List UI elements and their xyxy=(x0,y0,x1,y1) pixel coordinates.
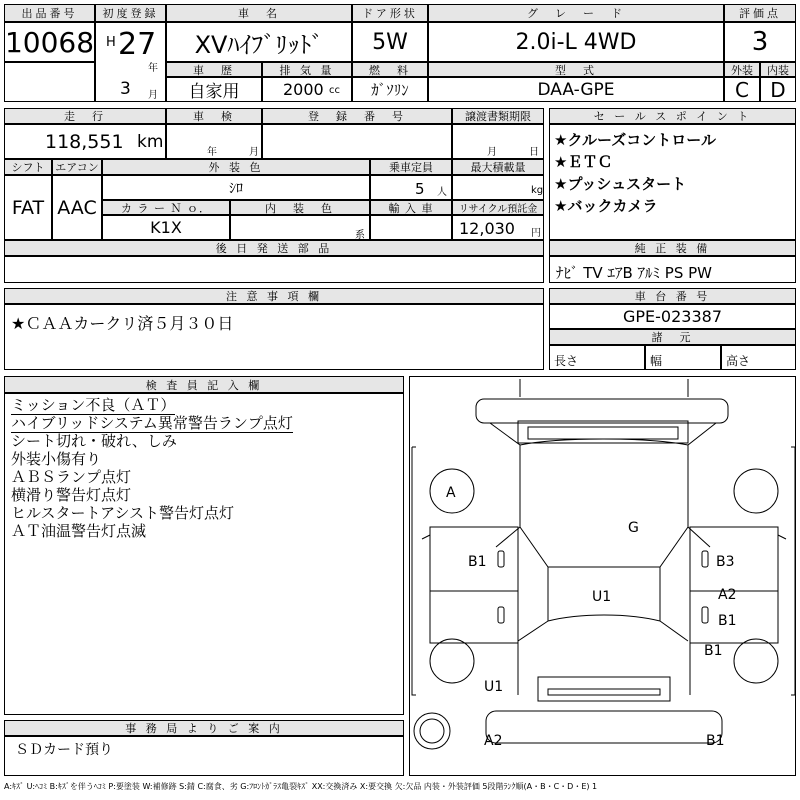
month-unit: 月 xyxy=(148,90,158,101)
recycle-unit: 円 xyxy=(531,228,541,239)
car-name-label: 車 名 xyxy=(166,4,352,22)
inspection-cell xyxy=(166,124,262,159)
width-cell: 幅 xyxy=(645,345,721,370)
recycle-cell xyxy=(452,215,544,240)
model-label: 型 式 xyxy=(428,62,724,77)
sales-point: ★バックカメラ xyxy=(554,197,658,215)
transfer-day-unit: 日 xyxy=(529,147,539,158)
inspector-notes xyxy=(4,393,404,715)
interior-color-label: 内 装 色 xyxy=(230,200,370,215)
model: DAA-GPE xyxy=(428,77,724,102)
damage-mark: B1 xyxy=(718,613,737,629)
era: H xyxy=(106,35,116,50)
damage-diagram xyxy=(409,376,796,776)
damage-mark: A xyxy=(446,485,456,501)
damage-mark: B1 xyxy=(704,643,723,659)
damage-mark: B3 xyxy=(716,554,735,570)
history-label: 車 歴 xyxy=(166,62,262,77)
mileage: 118,551 xyxy=(45,131,124,153)
inspector-line: ＡＢＳランプ点灯 xyxy=(11,468,132,486)
office-note: ＳＤカード預り xyxy=(4,736,404,776)
damage-mark: U1 xyxy=(484,679,504,695)
ac-label: エアコン xyxy=(52,159,102,175)
reg-label: 初度登録 xyxy=(95,4,166,22)
inspection-year-unit: 年 xyxy=(207,147,217,158)
load-label: 最大積載量 xyxy=(452,159,544,175)
history: 自家用 xyxy=(166,77,262,102)
height-cell: 高さ xyxy=(721,345,796,370)
fuel: ｶﾞｿﾘﾝ xyxy=(352,77,428,102)
recycle-fee: 12,030 xyxy=(459,219,515,238)
damage-mark: U1 xyxy=(592,589,612,605)
damage-mark: B1 xyxy=(468,554,487,570)
sales-points-label: セ ー ル ス ポ イ ン ト xyxy=(549,108,796,124)
body-color: ｼﾛ xyxy=(102,175,370,200)
equipment-label: 純 正 装 備 xyxy=(549,240,796,256)
mileage-cell xyxy=(4,124,166,159)
inspector-line: ＡＴ油温警告灯点滅 xyxy=(11,522,147,540)
interior-color-cell xyxy=(230,215,370,240)
reg-year: 27 xyxy=(118,27,157,62)
year-unit: 年 xyxy=(148,63,158,74)
sales-point: ★クルーズコントロール xyxy=(554,131,716,149)
inspection-label: 車 検 xyxy=(166,108,262,124)
capacity-label: 乗車定員 xyxy=(370,159,452,175)
inspector-line: 外装小傷有り xyxy=(11,450,102,468)
damage-mark: A2 xyxy=(718,587,737,603)
shift: FAT xyxy=(4,175,52,240)
sales-points-cell xyxy=(549,124,796,240)
color-label: 外 装 色 xyxy=(102,159,370,175)
damage-mark: B1 xyxy=(706,733,725,749)
capacity-cell xyxy=(370,175,452,200)
air-conditioner: AAC xyxy=(52,175,102,240)
lot-blank-cell xyxy=(4,62,95,102)
later-parts-cell xyxy=(4,256,544,283)
inspector-line: ヒルスタートアシスト警告灯点灯 xyxy=(11,504,235,522)
recycle-label: リサイクル預託金 xyxy=(452,200,544,215)
fuel-label: 燃 料 xyxy=(352,62,428,77)
inspector-label: 検 査 員 記 入 欄 xyxy=(4,376,404,393)
office-label: 事 務 局 よ り ご 案 内 xyxy=(4,720,404,736)
chassis-label: 車 台 番 号 xyxy=(549,288,796,304)
equipment: ﾅﾋﾞ TV ｴｱB ｱﾙﾐ PS PW xyxy=(549,256,796,283)
interior-color-unit: 系 xyxy=(355,230,365,240)
colorno-label: カ ラ ー Ｎ ｏ． xyxy=(102,200,230,215)
transfer-label: 譲渡書類期限 xyxy=(452,108,544,124)
interior-label: 内装 xyxy=(760,62,796,77)
exterior-label: 外装 xyxy=(724,62,760,77)
damage-mark: A2 xyxy=(484,733,503,749)
legend: A:ｷｽﾞ U:ﾍｺﾐ B:ｷｽﾞを伴うﾍｺﾐ P:要塗装 W:補修跡 S:錆 C:腐食、劣 G:ﾌﾛﾝﾄｶﾞﾗｽ亀裂ｷｽﾞ XX:交換済み X:要交換 欠:欠品 内装・外装評価 5段階ﾗﾝｸ順(A・B・C・D・E) 1 xyxy=(4,782,598,791)
damage-mark: G xyxy=(628,520,639,536)
dims-label: 諸 元 xyxy=(549,329,796,345)
chassis-number: GPE-023387 xyxy=(549,304,796,329)
inspection-month-unit: 月 xyxy=(249,147,259,158)
interior-grade: D xyxy=(760,77,796,102)
plate-label: 登 録 番 号 xyxy=(262,108,452,124)
shift-label: シフト xyxy=(4,159,52,175)
length-cell: 長さ xyxy=(549,345,645,370)
car-name: XVﾊｲﾌﾞﾘｯﾄﾞ xyxy=(166,22,352,62)
score: 3 xyxy=(724,22,796,62)
grade: 2.0i-L 4WD xyxy=(428,22,724,62)
notes: ★ＣＡＡカークリ済５月３０日 xyxy=(4,304,544,370)
load-cell xyxy=(452,175,544,200)
capacity: 5 xyxy=(415,180,425,198)
door-label: ドア形状 xyxy=(352,4,428,22)
door-type: 5W xyxy=(352,22,428,62)
import-label: 輸 入 車 xyxy=(370,200,452,215)
inspector-line: 横滑り警告灯点灯 xyxy=(11,486,132,504)
capacity-unit: 人 xyxy=(437,187,447,198)
notes-label: 注 意 事 項 欄 xyxy=(4,288,544,304)
inspector-line: ハイブリッドシステム異常警告ランプ点灯 xyxy=(11,414,293,432)
load-unit: kg xyxy=(531,185,544,196)
inspector-line: シート切れ・破れ、しみ xyxy=(11,432,177,450)
sales-point: ★プッシュスタート xyxy=(554,175,687,193)
grade-label: グ レ ー ド xyxy=(428,4,724,22)
transfer-cell xyxy=(452,124,544,159)
lot-number: 10068 xyxy=(4,22,95,62)
sales-point: ★ＥＴＣ xyxy=(554,153,613,171)
inspector-line: ミッション不良（ＡＴ） xyxy=(11,396,176,414)
reg-month: 3 xyxy=(120,79,131,99)
mileage-label: 走 行 xyxy=(4,108,166,124)
displacement-unit: cc xyxy=(329,85,340,96)
reg-cell xyxy=(95,22,166,102)
exterior-grade: C xyxy=(724,77,760,102)
transfer-month-unit: 月 xyxy=(487,147,497,158)
import-cell xyxy=(370,215,452,240)
mileage-unit: km xyxy=(137,132,164,152)
later-parts-label: 後 日 発 送 部 品 xyxy=(4,240,544,256)
color-number: K1X xyxy=(102,215,230,240)
displacement-cell xyxy=(262,77,352,102)
plate-cell xyxy=(262,124,452,159)
displacement-label: 排 気 量 xyxy=(262,62,352,77)
displacement: 2000 xyxy=(283,80,324,99)
score-label: 評価点 xyxy=(724,4,796,22)
lot-label: 出品番号 xyxy=(4,4,95,22)
